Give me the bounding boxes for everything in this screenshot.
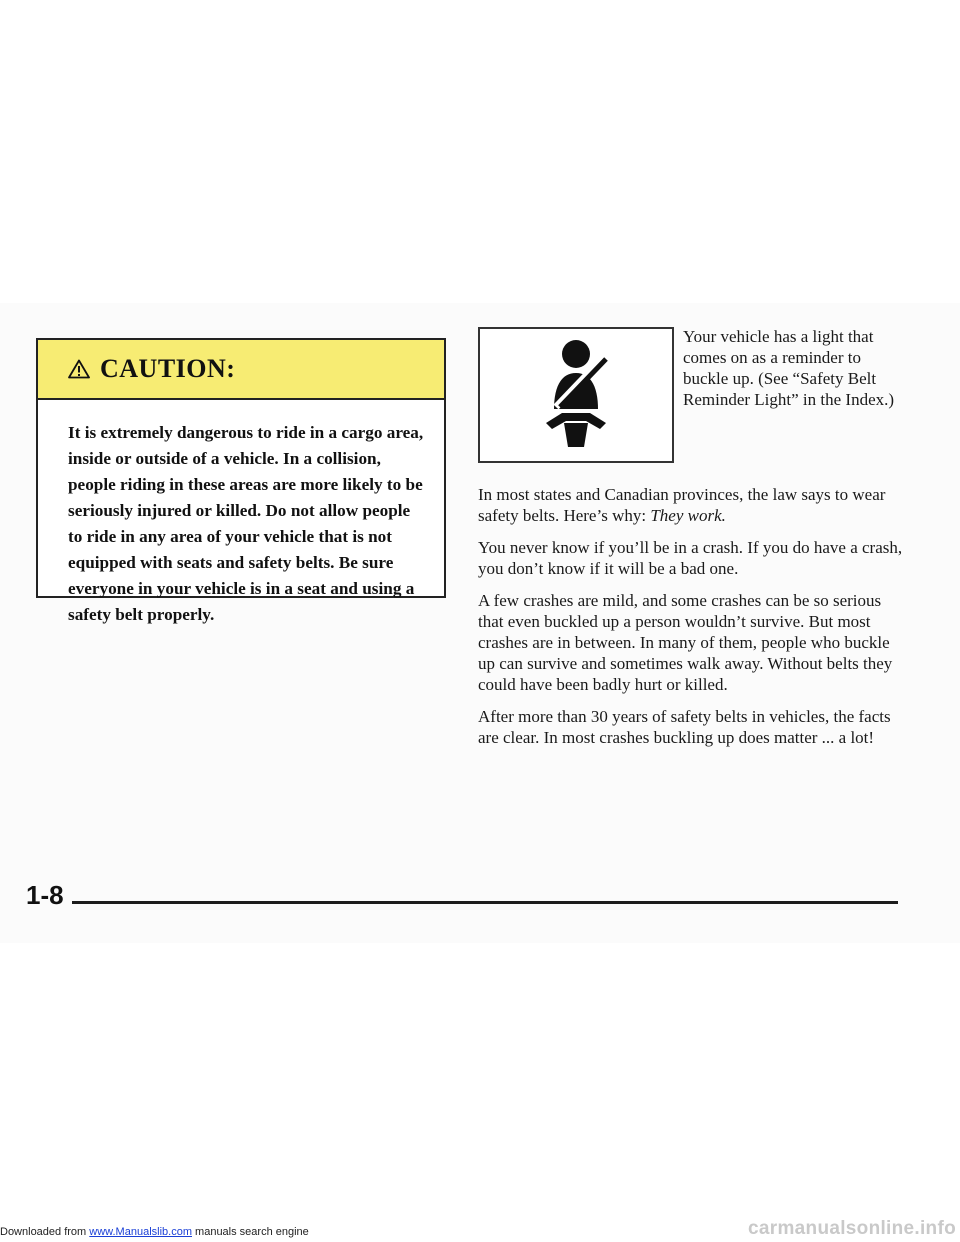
- caution-title: CAUTION:: [100, 354, 236, 383]
- caution-box: [36, 338, 446, 624]
- emphasis-they-work: They work.: [650, 506, 726, 525]
- download-footer: Downloaded from www.Manualslib.com manuals search engine: [0, 1226, 309, 1238]
- warning-triangle-icon: [68, 359, 90, 379]
- watermark: carmanualsonline.info: [748, 1218, 956, 1239]
- manualslib-link[interactable]: www.Manualslib.com: [89, 1226, 192, 1238]
- paragraph-law: In most states and Canadian provinces, the law says to wear safety belts. Here’s why: They work.: [478, 485, 886, 525]
- caution-text: It is extremely dangerous to ride in a cargo area, inside or outside of a vehicle. In a collision, people riding in these areas are more likely to be seriously injured or killed. Do not allow people to ride in any area of your vehicle that is not equipped with seats and safety belts. Be sure everyone in your vehicle is in a seat and using a safety belt properly.: [68, 423, 424, 624]
- body-text: [478, 484, 908, 759]
- seatbelt-icon-box: [478, 327, 674, 463]
- paragraph-crash-severity: A few crashes are mild, and some crashes can be so serious that even buckled up a person wouldn’t survive. But most crashes are in between. In many of them, people who buckle up can survive and sometimes walk away. Without belts they could have been badly hurt or killed.: [478, 591, 893, 694]
- footer-rule: [72, 901, 898, 904]
- page-number: 1-8: [26, 880, 64, 910]
- paragraph-facts: After more than 30 years of safety belts in vehicles, the facts are clear. In most crashes buckling up does matter ... a lot!: [478, 707, 891, 747]
- seatbelt-reminder-icon: [516, 337, 636, 451]
- reminder-light-text: Your vehicle has a light that comes on as a reminder to buckle up. (See “Safety Belt Reminder Light” in the Index.): [683, 327, 895, 409]
- caution-header: [38, 340, 444, 400]
- paragraph-crash: You never know if you’ll be in a crash. If you do have a crash, you don’t know if it will be a bad one.: [478, 538, 903, 578]
